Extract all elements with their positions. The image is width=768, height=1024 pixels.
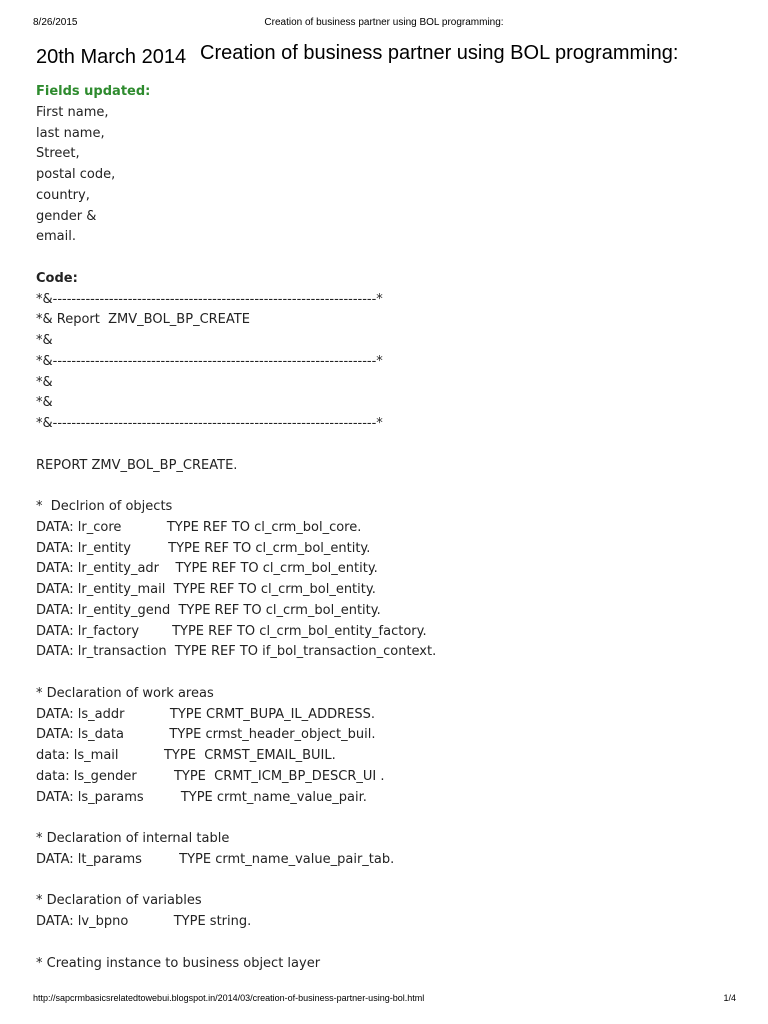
code-line: DATA: ls_params TYPE crmt_name_value_pair. <box>36 789 367 805</box>
code-line <box>36 435 736 456</box>
print-title: Creation of business partner using BOL programming: <box>264 17 504 28</box>
code-line: DATA: ls_addr TYPE CRMT_BUPA_IL_ADDRESS. <box>36 706 375 722</box>
page-number: 1/4 <box>723 993 736 1003</box>
spacer <box>36 248 736 269</box>
code-heading: Code: <box>36 270 78 286</box>
field-item: postal code, <box>36 167 116 182</box>
print-footer <box>0 993 768 1007</box>
code-line: DATA: lr_core TYPE REF TO cl_crm_bol_core. <box>36 519 362 535</box>
code-line: * Declaration of variables <box>36 893 202 909</box>
code-line: * Declaration of work areas <box>36 685 214 701</box>
code-line <box>36 808 736 829</box>
code-line: DATA: ls_data TYPE crmst_header_object_buil. <box>36 727 376 743</box>
code-line: *&---------------------------------------------------------------------* <box>36 353 383 369</box>
post-body <box>36 82 736 974</box>
code-line: DATA: lr_transaction TYPE REF TO if_bol_transaction_context. <box>36 644 437 660</box>
field-item: country, <box>36 187 90 203</box>
fields-heading: Fields updated: <box>36 84 151 99</box>
code-line: DATA: lr_entity_gend TYPE REF TO cl_crm_bol_entity. <box>36 602 381 618</box>
code-block <box>36 290 736 975</box>
code-line: *&---------------------------------------------------------------------* <box>36 291 383 307</box>
code-line: * Declaration of internal table <box>36 831 230 846</box>
code-line: *& <box>36 374 53 390</box>
code-line: *& <box>36 333 53 348</box>
page-url: http://sapcrmbasicsrelatedtowebui.blogspot.in/2014/03/creation-of-business-partner-using-bol.html <box>33 993 425 1003</box>
code-line: * Creating instance to business object layer <box>36 955 321 971</box>
post-title: Creation of business partner using BOL programming: <box>200 42 679 64</box>
field-item: email. <box>36 229 76 245</box>
code-line <box>36 871 736 892</box>
code-line: DATA: lr_entity TYPE REF TO cl_crm_bol_entity. <box>36 540 371 556</box>
field-item: last name, <box>36 125 105 141</box>
code-line: data: ls_mail TYPE CRMST_EMAIL_BUIL. <box>36 748 336 763</box>
code-line: * Declrion of objects <box>36 499 173 514</box>
code-line: DATA: lr_factory TYPE REF TO cl_crm_bol_entity_factory. <box>36 623 427 639</box>
code-line <box>36 476 736 497</box>
code-line: DATA: lr_entity_mail TYPE REF TO cl_crm_bol_entity. <box>36 582 376 597</box>
fields-list <box>36 103 736 248</box>
code-line: *&---------------------------------------------------------------------* <box>36 416 383 431</box>
code-line: *& Report ZMV_BOL_BP_CREATE <box>36 312 250 328</box>
code-line: REPORT ZMV_BOL_BP_CREATE. <box>36 457 238 473</box>
print-header <box>0 17 768 31</box>
code-line <box>36 663 736 684</box>
code-line: data: ls_gender TYPE CRMT_ICM_BP_DESCR_UI . <box>36 768 385 784</box>
field-item: First name, <box>36 104 109 120</box>
code-line: *& <box>36 395 53 411</box>
code-line: DATA: lt_params TYPE crmt_name_value_pair_tab. <box>36 851 395 867</box>
post-date: 20th March 2014 <box>36 46 187 68</box>
print-date: 8/26/2015 <box>33 17 78 28</box>
code-line: DATA: lv_bpno TYPE string. <box>36 914 252 929</box>
code-line: DATA: lr_entity_adr TYPE REF TO cl_crm_bol_entity. <box>36 561 378 577</box>
code-line <box>36 933 736 954</box>
field-item: gender & <box>36 208 97 224</box>
field-item: Street, <box>36 146 80 162</box>
